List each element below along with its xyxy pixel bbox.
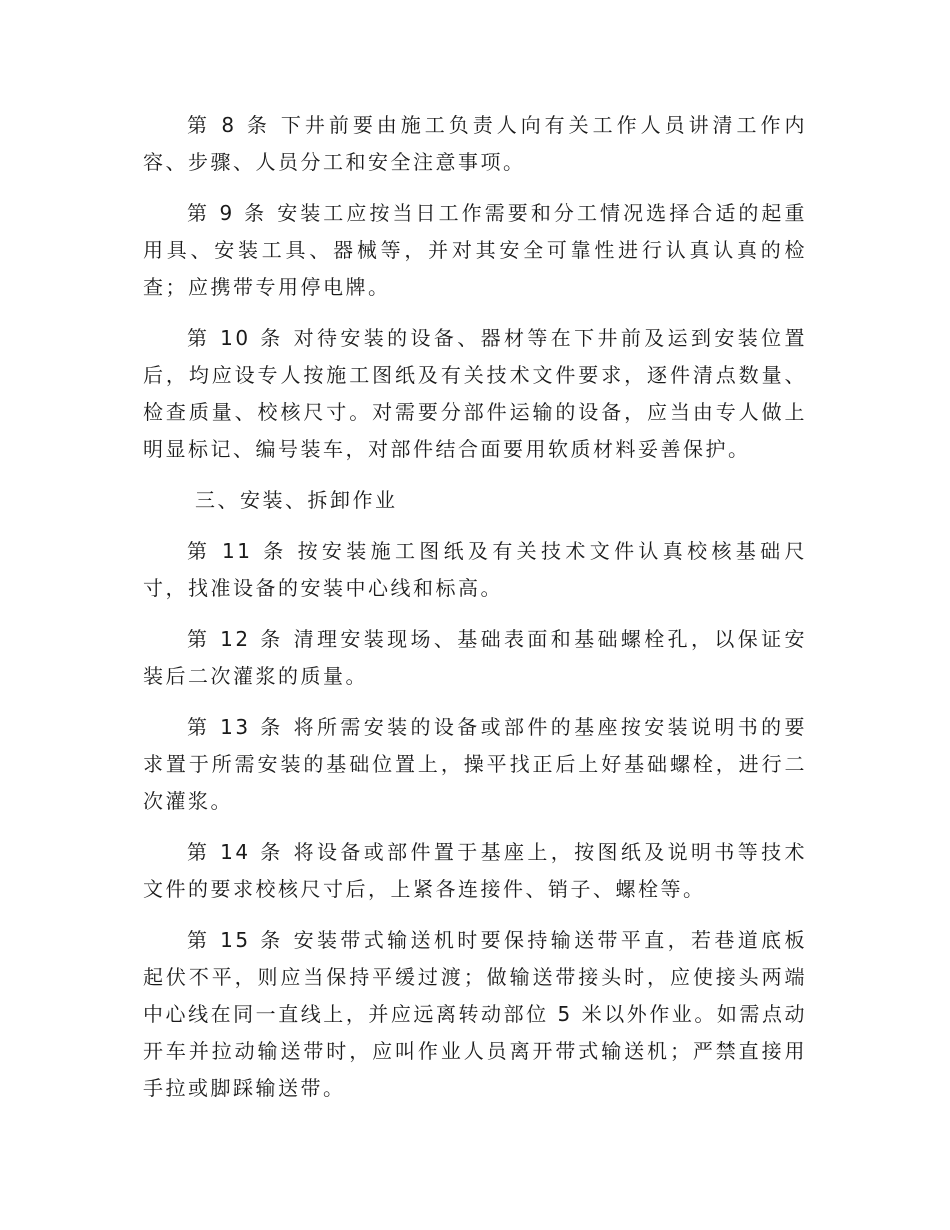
article-10 <box>143 320 807 468</box>
article-text: 安装工应按当日工作需要和分工情况选择合适的起重用具、安装工具、器械等，并对其安全可靠性进行认真认真的检查；应携带专用停电牌。 <box>143 201 807 299</box>
article-9 <box>143 195 807 306</box>
document-body <box>143 107 807 1121</box>
article-number: 第 13 条 <box>187 715 284 739</box>
article-text: 将所需安装的设备或部件的基座按安装说明书的要求置于所需安装的基础位置上，操平找正后上好基础螺栓，进行二次灌浆。 <box>143 715 808 813</box>
article-number: 第 9 条 <box>187 201 268 225</box>
article-8 <box>143 107 807 181</box>
article-number: 第 11 条 <box>187 539 288 563</box>
article-text: 将设备或部件置于基座上，按图纸及说明书等技术文件的要求校核尺寸后，上紧各连接件、销子、螺栓等。 <box>143 840 808 901</box>
article-12 <box>143 621 807 695</box>
article-11 <box>143 533 807 607</box>
article-text: 安装带式输送机时要保持输送带平直，若巷道底板起伏不平，则应当保持平缓过渡；做输送带接头时，应使接头两端中心线在同一直线上，并应远离转动部位 5 米以外作业。如需点动开车并拉动输送带时，应叫作业人员离开带式输送机；严禁直接用手拉或脚踩输送带。 <box>143 928 808 1100</box>
article-number: 第 10 条 <box>187 326 284 350</box>
article-text: 按安装施工图纸及有关技术文件认真校核基础尺寸，找准设备的安装中心线和标高。 <box>143 539 808 600</box>
article-text: 下井前要由施工负责人向有关工作人员讲清工作内容、步骤、人员分工和安全注意事项。 <box>143 113 807 174</box>
article-number: 第 8 条 <box>187 113 271 137</box>
article-text: 清理安装现场、基础表面和基础螺栓孔，以保证安装后二次灌浆的质量。 <box>143 627 808 688</box>
section-heading: 三、安装、拆卸作业 <box>195 488 398 512</box>
article-14 <box>143 834 807 908</box>
article-number: 第 12 条 <box>187 627 284 651</box>
article-text: 对待安装的设备、器材等在下井前及运到安装位置后，均应设专人按施工图纸及有关技术文件要求，逐件清点数量、检查质量、校核尺寸。对需要分部件运输的设备，应当由专人做上明显标记、编号装车，对部件结合面要用软质材料妥善保护。 <box>143 326 808 461</box>
article-15 <box>143 922 807 1107</box>
article-13 <box>143 709 807 820</box>
article-number: 第 15 条 <box>187 928 284 952</box>
article-number: 第 14 条 <box>187 840 284 864</box>
